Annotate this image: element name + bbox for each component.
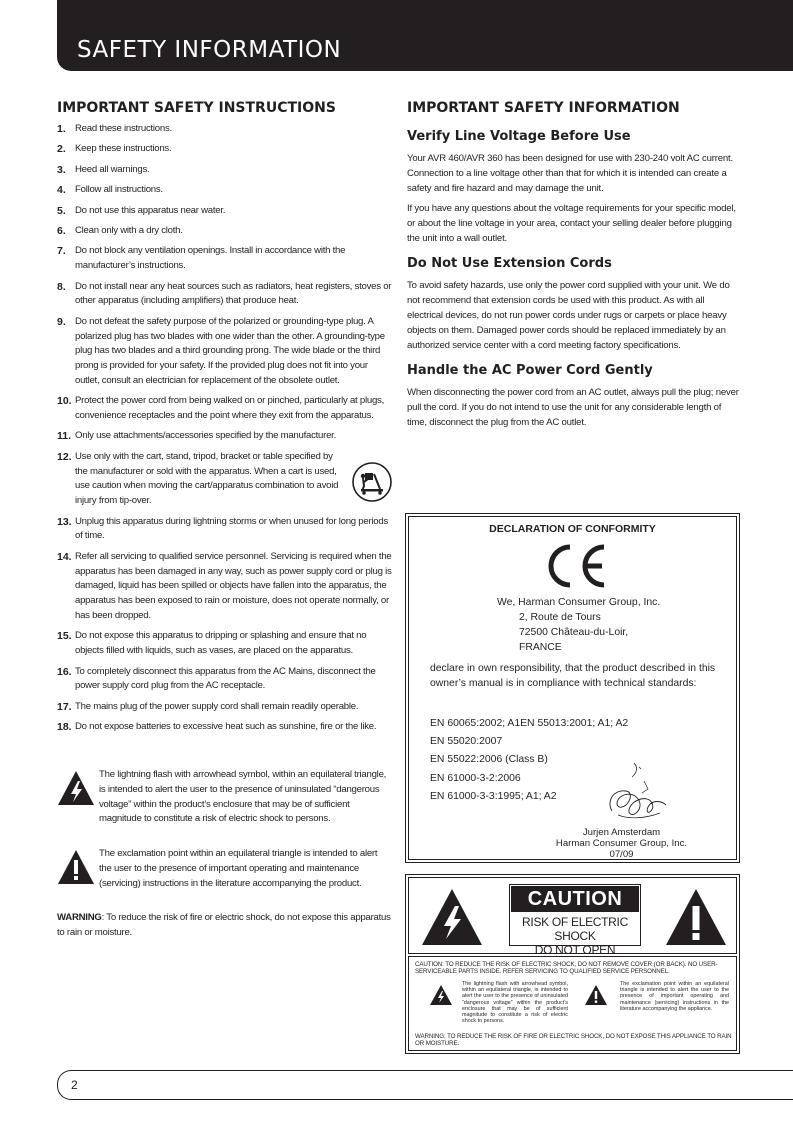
instruction-text: Follow all instructions. (75, 184, 163, 196)
standard-item: EN 55020:2007 (430, 736, 503, 748)
instruction-text: Only use attachments/accessories specified by the manufacturer. (75, 430, 337, 442)
lightning-warning-text: The lightning flash with arrowhead symbol, within an equilateral triangle, is intended to alert the user to the presence of uninsulated “dangerous voltage” within the product’s enclosure that may be of sufficient magnitude to constitute a risk of electric shock to persons. (99, 769, 387, 825)
caution-exclamation-text: The exclamation point within an equilateral triangle is intended to alert the user to the presence of important operating and maintenance (servicing) instructions in the literature accompanying the appliance. (620, 981, 729, 1012)
instruction-text: Use only with the cart, stand, tripod, bracket or table specified by the manufacturer or sold with the apparatus. When a cart is used, use caution when moving the cart/apparatus combination to avoid injury from tip-over. (75, 450, 339, 507)
instruction-item (57, 665, 392, 695)
caution-word: CAUTION (511, 886, 639, 912)
address-line: FRANCE (519, 642, 562, 653)
instruction-item (57, 280, 392, 310)
footer-bar (57, 1070, 793, 1100)
signer-company: Harman Consumer Group, Inc. (555, 838, 688, 849)
instruction-item (57, 429, 392, 444)
standard-item: EN 60065:2002; A1EN 55013:2001; A1; A2 (430, 718, 629, 729)
instruction-text: The mains plug of the power supply cord shall remain readily operable. (75, 700, 359, 712)
instruction-text: Read these instructions. (75, 123, 172, 134)
paragraph: Your AVR 460/AVR 360 has been designed for use with 230-240 volt AC current. Connection to a line voltage other than that for which it is intended can create a safety and fire hazard and may damage the unit. (407, 153, 733, 194)
instruction-item (57, 550, 392, 624)
page-number: 2 (71, 1078, 78, 1092)
instruction-number: 16. (57, 665, 72, 678)
declaration-of-conformity-box (405, 513, 740, 863)
instruction-item (57, 629, 392, 659)
instruction-item (57, 450, 392, 509)
instruction-item (57, 515, 392, 545)
instruction-item (57, 700, 392, 715)
address-line: 2, Route de Tours (519, 612, 601, 623)
instruction-text: Clean only with a dry cloth. (75, 224, 183, 236)
signature-image (604, 759, 674, 823)
instruction-number: 8. (57, 280, 66, 293)
company-name: We, Harman Consumer Group, Inc. (497, 597, 661, 608)
caution-subtitle (510, 915, 640, 957)
instruction-text: Unplug this apparatus during lightning storms or when unused for long periods of time. (75, 515, 388, 542)
lightning-triangle-icon (421, 888, 483, 946)
instruction-text: Do not expose batteries to excessive heat such as sunshine, fire or the like. (75, 721, 377, 733)
exclamation-warning-text: The exclamation point within an equilateral triangle is intended to alert the user to the presence of important operating and maintenance (servicing) instructions in the literature accompanying the product. (99, 848, 378, 889)
instruction-text: Do not use this apparatus near water. (75, 204, 226, 216)
instruction-item (57, 163, 392, 178)
instruction-number: 11. (57, 430, 72, 443)
caution-statement: CAUTION: TO REDUCE THE RISK OF ELECTRIC SHOCK, DO NOT REMOVE COVER (OR BACK). NO USER-SERVICEABLE PARTS INSIDE. REFER SERVICING TO QUALIFIED SERVICE PERSONNEL. (415, 961, 718, 976)
caution-label-panel (408, 877, 737, 957)
caution-risk-text: RISK OF ELECTRIC SHOCK (522, 915, 628, 943)
instruction-item (57, 394, 392, 424)
instruction-number: 12. (57, 450, 72, 463)
instruction-number: 17. (57, 700, 72, 713)
instruction-item (57, 204, 392, 219)
caution-details-panel (408, 956, 737, 1051)
lightning-warning (57, 768, 392, 827)
caution-label (509, 884, 641, 957)
instruction-text: Do not expose this apparatus to dripping or splashing and ensure that no objects filled with liquids, such as vases, are placed on the apparatus. (75, 630, 367, 657)
standard-item: EN 61000-3-3:1995; A1; A2 (430, 790, 557, 802)
signer-name: Jurjen Amsterdam (582, 827, 661, 838)
standard-item: EN 55022:2006 (Class B) (430, 754, 548, 766)
address-line: 72500 Château-du-Loir, (519, 627, 629, 638)
declaration-statement: declare in own responsibility, that the product described in this owner’s manual is in compliance with technical standards: (430, 663, 716, 689)
instruction-item (57, 244, 392, 274)
instruction-number: 10. (57, 395, 72, 408)
instruction-text: Heed all warnings. (75, 163, 150, 175)
caution-lightning-text: The lightning flash with arrowhead symbol, within an equilateral triangle, is intended to alert the user to the presence of uninsulated “dangerous voltage” within the product’s enclosure that may be of sufficient magnitude to constitute a risk of electric shock to persons. (462, 981, 568, 1025)
paragraph: To avoid safety hazards, use only the power cord supplied with your unit. We do not recommend that extension cords be used with this product. As with all electrical devices, do not run power cords under rugs or carpets or place heavy objects on them. Damaged power cords should be replaced immediately by an authorized service center with a cord meeting factory specifications. (407, 280, 730, 351)
instruction-text: To completely disconnect this apparatus from the AC Mains, disconnect the power supply cord plug from the AC receptacle. (75, 665, 376, 692)
caution-warning-statement: WARNING: TO REDUCE THE RISK OF FIRE OR ELECTRIC SHOCK, DO NOT EXPOSE THIS APPLIANCE TO RAIN OR MOISTURE. (415, 1033, 732, 1048)
instruction-number: 18. (57, 721, 72, 734)
section-heading: Verify Line Voltage Before Use (407, 129, 631, 144)
page-title: SAFETY INFORMATION (77, 37, 342, 63)
instruction-text: Refer all servicing to qualified service personnel. Servicing is required when the apparatus has been damaged in any way, such as power supply cord or plug is damaged, liquid has been spilled or objects have fallen into the apparatus, the apparatus has been exposed to rain or moisture, does not operate normally, or has been dropped. (75, 550, 392, 622)
standard-item: EN 61000-3-2:2006 (430, 772, 521, 784)
exclamation-warning (57, 847, 392, 891)
instruction-number: 6. (57, 224, 66, 237)
caution-box (405, 874, 740, 1054)
instruction-number: 15. (57, 630, 72, 643)
section-heading: Handle the AC Power Cord Gently (407, 363, 653, 378)
standards-list (430, 715, 628, 806)
instruction-item (57, 122, 392, 137)
exclamation-triangle-icon (584, 984, 608, 1006)
warning-text: : To reduce the risk of fire or electric shock, do not expose this apparatus to rain or moisture. (57, 912, 391, 938)
instruction-text: Do not defeat the safety purpose of the polarized or grounding-type plug. A polarized plug has two blades with one wider than the other. A grounding-type plug has two blades and a third grounding prong. The wide blade or the third prong is provided for your safety. If the provided plug does not fit into your outlet, consult an electrician for replacement of the obsolete outlet. (75, 315, 385, 386)
safety-instructions-heading: IMPORTANT SAFETY INSTRUCTIONS (57, 100, 336, 116)
declaration-date: 07/09 (609, 849, 634, 860)
instruction-number: 7. (57, 245, 66, 258)
warning-label: WARNING (57, 912, 102, 923)
instruction-number: 4. (57, 184, 66, 197)
cart-tip-over-icon (352, 462, 392, 502)
instruction-number: 3. (57, 163, 66, 176)
section-heading: Do Not Use Extension Cords (407, 256, 612, 271)
declaration-title: DECLARATION OF CONFORMITY (489, 523, 656, 535)
lightning-triangle-icon (429, 984, 453, 1006)
instruction-number: 14. (57, 550, 72, 563)
instruction-number: 13. (57, 515, 72, 528)
instruction-item (57, 224, 392, 239)
instruction-item (57, 183, 392, 198)
header-bar (57, 0, 793, 71)
exclamation-triangle-icon (57, 849, 95, 885)
instruction-item (57, 315, 392, 389)
paragraph: When disconnecting the power cord from an AC outlet, always pull the plug; never pull the cord. If you do not intend to use the unit for any considerable length of time, disconnect the plug from the AC outlet. (407, 387, 739, 428)
instruction-number: 9. (57, 315, 66, 328)
instruction-item (57, 142, 392, 157)
instruction-text: Protect the power cord from being walked on or pinched, particularly at plugs, convenience receptacles and the point where they exit from the apparatus. (75, 395, 384, 422)
instruction-number: 5. (57, 204, 66, 217)
lightning-triangle-icon (57, 770, 95, 806)
instruction-number: 1. (57, 123, 66, 135)
warning-paragraph (57, 911, 392, 941)
safety-information-heading: IMPORTANT SAFETY INFORMATION (407, 100, 680, 116)
instruction-text: Do not block any ventilation openings. Install in accordance with the manufacturer’s instructions. (75, 245, 346, 272)
instruction-text: Do not install near any heat sources such as radiators, heat registers, stoves or other apparatus (including amplifiers) that produce heat. (75, 280, 392, 307)
safety-instructions-list (57, 122, 392, 741)
declaration-inner-border (408, 516, 737, 860)
instruction-item (57, 720, 392, 735)
exclamation-triangle-icon (665, 888, 727, 946)
caution-do-not-open-text: DO NOT OPEN (534, 943, 616, 957)
instruction-text: Keep these instructions. (75, 143, 172, 155)
instruction-number: 2. (57, 143, 66, 156)
paragraph: If you have any questions about the voltage requirements for your specific model, or about the line voltage in your area, contact your selling dealer before plugging the unit into a wall outlet. (407, 203, 736, 244)
ce-mark-icon (542, 543, 606, 589)
